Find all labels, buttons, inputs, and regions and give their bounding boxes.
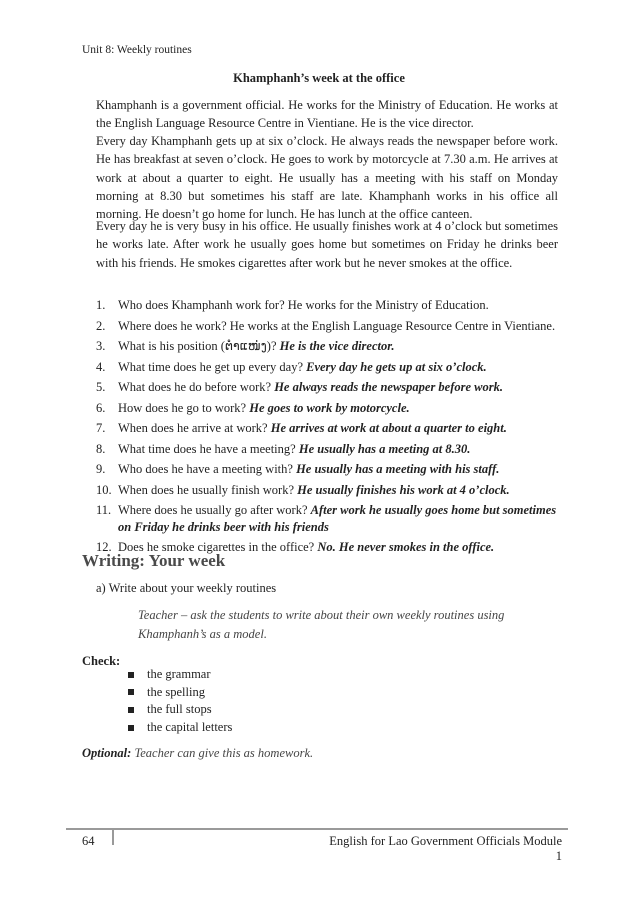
footer-title: English for Lao Government Officials Module 1 <box>329 834 562 863</box>
optional-note: Optional: Teacher can give this as homework. <box>82 746 314 760</box>
question-item: 12. Does he smoke cigarettes in the office? No. He never smokes in the office. <box>96 540 495 554</box>
footer-tick <box>112 828 114 845</box>
question-item: 6. How does he go to work? He goes to work by motorcycle. <box>96 400 410 415</box>
question-item: 9. Who does he have a meeting with? He usually has a meeting with his staff. <box>96 462 500 476</box>
question-item: 8. What time does he have a meeting? He usually has a meeting at 8.30. <box>96 441 471 456</box>
section-title: Khamphanh’s week at the office <box>233 71 405 85</box>
paragraph-intro: Khamphanh is a government official. He works for the Ministry of Education. He works at the English Language Resource Centre in Vientiane. He is the vice director. <box>96 98 558 131</box>
square-bullet-icon <box>128 707 134 713</box>
teacher-note: Teacher – ask the students to write about their own weekly routines using Khamphanh’s as a model. <box>138 608 505 641</box>
check-item: the grammar <box>128 666 232 684</box>
page-number: 64 <box>82 834 95 848</box>
paragraph-routine: Every day Khamphanh gets up at six o’clock. He always reads the newspaper before work. He has breakfast at seven o’clock. He goes to work by motorcycle at 7.30 a.m. He arrives at work at about a quarter to eight. He usually has a meeting with his staff on Monday morning at 8.30 but sometimes his staff are late. Khamphanh works in his office all morning. He doesn’t go home for lunch. He has lunch at the office canteen. <box>96 134 558 222</box>
check-label: Check: <box>82 654 121 668</box>
paragraph-busy: Every day he is very busy in his office. He usually finishes work at 4 o’clock but sometimes he works late. After work he usually goes home but sometimes on Friday he drinks beer with his friends. He smokes cigarettes after work but he never smokes at the office. <box>96 219 558 270</box>
square-bullet-icon <box>128 725 134 731</box>
square-bullet-icon <box>128 672 134 678</box>
question-item: 1. Who does Khamphanh work for? He works for the Ministry of Education. <box>96 298 489 312</box>
footer-divider <box>66 828 568 830</box>
check-item: the full stops <box>128 701 232 719</box>
question-item: 4. What time does he get up every day? Every day he gets up at six o’clock. <box>96 359 487 374</box>
question-list <box>96 297 566 560</box>
unit-header: Unit 8: Weekly routines <box>82 44 192 56</box>
question-item: 2. Where does he work? He works at the English Language Resource Centre in Vientiane. <box>96 318 556 333</box>
square-bullet-icon <box>128 689 134 695</box>
question-item: 10. When does he usually finish work? He usually finishes his work at 4 o’clock. <box>96 482 510 497</box>
question-item: 5. What does he do before work? He always reads the newspaper before work. <box>96 380 504 394</box>
writing-task: a) Write about your weekly routines <box>96 581 277 595</box>
check-item: the spelling <box>128 684 232 702</box>
question-item: 3. What is his position (ຕຳແໜ່ງ)? He is the vice director. <box>96 339 395 353</box>
question-item: 7. When does he arrive at work? He arrives at work at about a quarter to eight. <box>96 421 507 435</box>
writing-heading: Writing: Your week <box>82 551 226 570</box>
check-item: the capital letters <box>128 719 232 737</box>
question-item: 11. Where does he usually go after work? After work he usually goes home but sometimes on Friday he drinks beer with his friends <box>96 503 557 534</box>
check-list <box>128 666 232 736</box>
